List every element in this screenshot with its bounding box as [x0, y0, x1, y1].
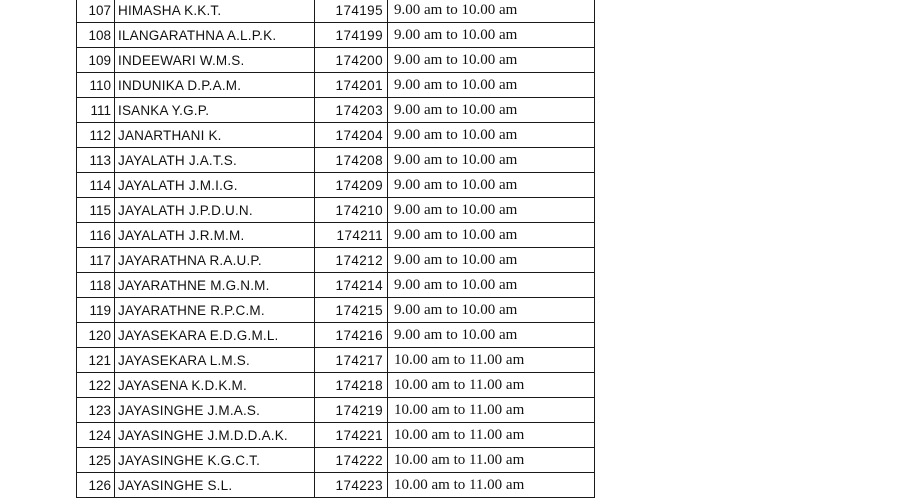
time-slot: 9.00 am to 10.00 am	[388, 273, 595, 298]
table-row	[77, 473, 595, 498]
student-name: JAYASINGHE K.G.C.T.	[115, 448, 315, 473]
student-name: JANARTHANI K.	[115, 123, 315, 148]
row-number: 109	[77, 48, 115, 73]
table-row	[77, 248, 595, 273]
row-number: 107	[77, 0, 115, 23]
table-row	[77, 323, 595, 348]
student-name: JAYASINGHE J.M.A.S.	[115, 398, 315, 423]
table-row	[77, 0, 595, 23]
row-number: 108	[77, 23, 115, 48]
index-number: 174203	[315, 98, 388, 123]
table-row	[77, 448, 595, 473]
row-number: 118	[77, 273, 115, 298]
time-slot: 9.00 am to 10.00 am	[388, 173, 595, 198]
table-row	[77, 298, 595, 323]
row-number: 121	[77, 348, 115, 373]
table-row	[77, 273, 595, 298]
index-number: 174219	[315, 398, 388, 423]
student-name: JAYALATH J.P.D.U.N.	[115, 198, 315, 223]
student-name: JAYASEKARA E.D.G.M.L.	[115, 323, 315, 348]
time-slot: 10.00 am to 11.00 am	[388, 348, 595, 373]
time-slot: 9.00 am to 10.00 am	[388, 23, 595, 48]
student-name: JAYASENA K.D.K.M.	[115, 373, 315, 398]
student-name: ISANKA Y.G.P.	[115, 98, 315, 123]
table-row	[77, 398, 595, 423]
index-number: 174195	[315, 0, 388, 23]
student-name: JAYALATH J.R.M.M.	[115, 223, 315, 248]
index-number: 174218	[315, 373, 388, 398]
row-number: 117	[77, 248, 115, 273]
row-number: 113	[77, 148, 115, 173]
row-number: 124	[77, 423, 115, 448]
time-slot: 9.00 am to 10.00 am	[388, 98, 595, 123]
time-slot: 9.00 am to 10.00 am	[388, 198, 595, 223]
index-number: 174217	[315, 348, 388, 373]
row-number: 110	[77, 73, 115, 98]
table-row	[77, 223, 595, 248]
student-name: JAYASEKARA L.M.S.	[115, 348, 315, 373]
index-number: 174223	[315, 473, 388, 498]
index-number: 174222	[315, 448, 388, 473]
student-name: JAYALATH J.A.T.S.	[115, 148, 315, 173]
index-number: 174208	[315, 148, 388, 173]
table-row	[77, 173, 595, 198]
index-number: 174214	[315, 273, 388, 298]
index-number: 174211	[315, 223, 388, 248]
table-row	[77, 148, 595, 173]
row-number: 114	[77, 173, 115, 198]
time-slot: 9.00 am to 10.00 am	[388, 123, 595, 148]
student-name: ILANGARATHNA A.L.P.K.	[115, 23, 315, 48]
time-slot: 10.00 am to 11.00 am	[388, 473, 595, 498]
time-slot: 9.00 am to 10.00 am	[388, 48, 595, 73]
index-number: 174215	[315, 298, 388, 323]
time-slot: 9.00 am to 10.00 am	[388, 298, 595, 323]
index-number: 174200	[315, 48, 388, 73]
time-slot: 9.00 am to 10.00 am	[388, 323, 595, 348]
row-number: 125	[77, 448, 115, 473]
time-slot: 10.00 am to 11.00 am	[388, 423, 595, 448]
row-number: 116	[77, 223, 115, 248]
student-name: INDEEWARI W.M.S.	[115, 48, 315, 73]
table-row	[77, 373, 595, 398]
student-name: JAYARATHNE R.P.C.M.	[115, 298, 315, 323]
row-number: 120	[77, 323, 115, 348]
student-name: JAYARATHNE M.G.N.M.	[115, 273, 315, 298]
student-name: JAYASINGHE S.L.	[115, 473, 315, 498]
row-number: 111	[77, 98, 115, 123]
row-number: 115	[77, 198, 115, 223]
table-row	[77, 73, 595, 98]
table-body	[77, 0, 595, 498]
index-number: 174221	[315, 423, 388, 448]
row-number: 123	[77, 398, 115, 423]
student-name: JAYASINGHE J.M.D.D.A.K.	[115, 423, 315, 448]
time-slot: 9.00 am to 10.00 am	[388, 248, 595, 273]
table-row	[77, 98, 595, 123]
index-number: 174204	[315, 123, 388, 148]
table-row	[77, 348, 595, 373]
row-number: 112	[77, 123, 115, 148]
table-row	[77, 48, 595, 73]
time-slot: 9.00 am to 10.00 am	[388, 73, 595, 98]
index-number: 174212	[315, 248, 388, 273]
row-number: 122	[77, 373, 115, 398]
time-slot: 10.00 am to 11.00 am	[388, 373, 595, 398]
index-number: 174210	[315, 198, 388, 223]
schedule-table	[76, 0, 595, 498]
row-number: 126	[77, 473, 115, 498]
table-row	[77, 198, 595, 223]
row-number: 119	[77, 298, 115, 323]
table-row	[77, 23, 595, 48]
table-row	[77, 423, 595, 448]
index-number: 174199	[315, 23, 388, 48]
time-slot: 10.00 am to 11.00 am	[388, 398, 595, 423]
index-number: 174216	[315, 323, 388, 348]
index-number: 174209	[315, 173, 388, 198]
table-row	[77, 123, 595, 148]
time-slot: 9.00 am to 10.00 am	[388, 223, 595, 248]
index-number: 174201	[315, 73, 388, 98]
student-name: INDUNIKA D.P.A.M.	[115, 73, 315, 98]
student-name: JAYALATH J.M.I.G.	[115, 173, 315, 198]
student-name: HIMASHA K.K.T.	[115, 0, 315, 23]
student-name: JAYARATHNA R.A.U.P.	[115, 248, 315, 273]
time-slot: 9.00 am to 10.00 am	[388, 0, 595, 23]
time-slot: 9.00 am to 10.00 am	[388, 148, 595, 173]
time-slot: 10.00 am to 11.00 am	[388, 448, 595, 473]
